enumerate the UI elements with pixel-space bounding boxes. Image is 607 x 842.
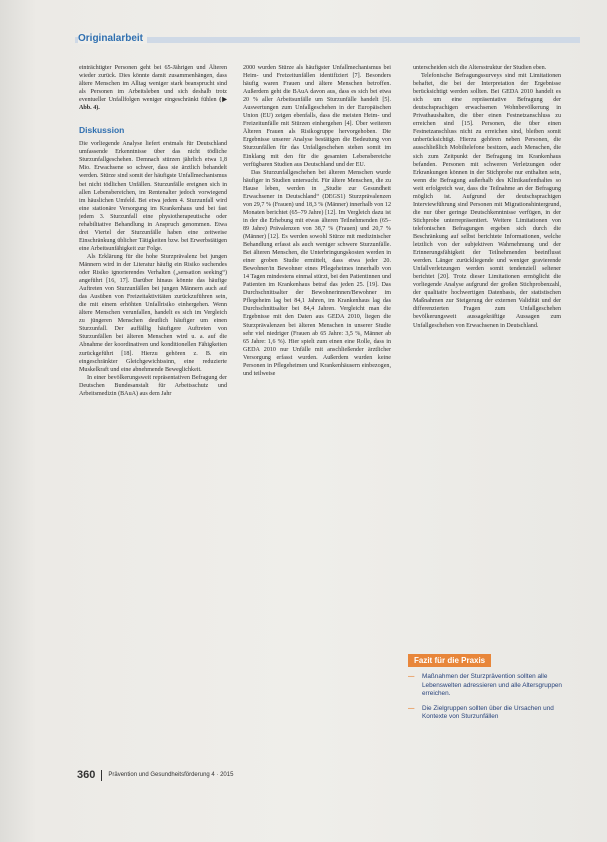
column-1 — [79, 64, 227, 736]
paragraph: Das Sturzunfallgeschehen bei älteren Menschen wurde häufiger in Studien untersucht. Für ältere Menschen, die zu Hause leben, werden in „Studie zur Gesundheit Erwachsener in Deutschland“ (DEGS1) Sturzprävalenzen von 29,7 % (Frauen) und 18,3 % (Männer) innerhalb von 12 Monaten berichtet (65–79 Jahre) [12]. Im Vergleich dazu ist in der die Erhebung mit etwas älteren Teilnehmenden (65–89 Jahre) Prävalenzen von 38,7 % (Frauen) und 20,7 % (Männer) [12]. Es werden sowohl Stürze mit medizinischer Behandlung erfasst als auch weniger schwere Sturzunfälle. Bei älteren Menschen, die Unterbringungskosten werden in einer groben Studie ermittelt, dass etwa jeder 20. Bewohner/in Bewohner eines Pflegeheimes innerhalb von 14 Tagen mindestens einmal stürzt, bei den Patientinnen und Patienten im Krankenhaus betraf das jeden 25. [19]. Das Durchschnittsalter der Bewohnerinnen/Bewohner im Pflegeheim lag bei 84,1 Jahren, im Krankenhaus lag das Durchschnittsalter bei 84,4 Jahren. Vergleicht man die Ergebnisse mit den Daten aus GEDA 2010, liegen die Sturzprävalenzen bei älteren Menschen in unserer Studie sehr viel niedriger (Frauen ab 65 Jahre: 3,5 %, Männer ab 65 Jahre: 1,6 %). Hier spielt zum einen eine Rolle, dass in GEDA 2010 nur Unfälle mit anschließender ärztlicher Versorgung erfasst wurden. Außerdem wurden keine Personen in Pflegeheimen und Krankenhäusern einbezogen, und teilweise — [243, 169, 391, 377]
section-heading-discussion: Diskussion — [79, 125, 125, 136]
page-footer — [77, 768, 497, 782]
paragraph-text: einträchtigter Personen geht bei 65-Jährigen und Älteren wieder zurück. Dies könnte damit zusammenhängen, dass ältere Menschen im Alltag weniger stark beansprucht sind als Personen im Arbeitsleben und sich deshalb trotz eventueller Unfallfolgen weniger eingeschränkt fühlen — [79, 65, 227, 104]
paragraph: 2000 wurden Stürze als häufigster Unfallmechanismus bei Heim- und Freizeitunfällen identifiziert [7]. Besonders häufig waren Frauen und ältere Menschen betroffen. Außerdem geht die BAuA davon aus, dass es sich bei etwa 20 % aller Arbeitsunfälle um Sturzunfälle handelt [5]. Auswertungen zum Unfallgeschehen in der Europäischen Union (EU) zeigen ebenfalls, dass die meisten Heim- und Freizeitunfälle mit Stürzen einhergehen [4]. Über weiteren Älteren Frauen als Risikogruppe hervorgehoben. Die Ergebnisse unserer Analyse bestätigen die Bedeutung von Sturzunfällen für das Unfallgeschehen stehen somit im Einklang mit den für die gesamten Lebensbereiche verfügbaren Studien aus Deutschland und der EU. — [243, 65, 391, 168]
paragraph: unterscheiden sich die Altersstruktur der Studien eben. — [413, 65, 547, 71]
practice-summary-list — [408, 673, 580, 722]
section-label: Originalarbeit — [78, 33, 147, 44]
practice-summary-title: Fazit für die Praxis — [408, 654, 491, 667]
paragraph — [79, 64, 227, 112]
column-3 — [413, 64, 561, 634]
paragraph: Als Erklärung für die hohe Sturzprävalenz bei jungen Männern wird in der Literatur häufig ein Risiko suchendes oder Risiko ignorierendes Verhalten („sensation seeking“) angeführt [16, 17]. Darüber hinaus könnte das häufige Auftreten von Sturzunfällen bei jungen Männern auch auf das Ausüben von Freizeitaktivitäten zurückzuführen sein, die mit einem erhöhten Unfallrisiko einhergehen. Wenn ältere Menschen verunfallen, handelt es sich im Vergleich zu jüngeren Menschen deutlich häufiger um einen Sturzunfall. Der auffällig häufigere Auftreten von Sturzunfällen bei älteren Menschen wird u. a. auf die Abnahme der koordinativen und konditionellen Fähigkeiten zurückgeführt [18]. Hierzu gehören z. B. ein eingeschränkter Gleichgewichtssinn, eine reduzierte Muskelkraft und eine abnehmende Beweglichkeit. — [79, 253, 227, 373]
practice-summary-box — [408, 650, 580, 810]
header-rule — [75, 37, 580, 43]
list-item — [408, 705, 580, 722]
list-item — [408, 673, 580, 699]
journal-citation: Prävention und Gesundheitsförderung 4 · 2015 — [108, 772, 234, 778]
paragraph: Telefonische Befragungssurveys sind mit Limitationen behaftet, die bei der Interpretation der Ergebnisse berücksichtigt werden sollten. Bei GEDA 2010 handelt es sich um eine repräsentative Befragung der deutschsprachigen erwachsenen Wohnbevölkerung in Privathaushalten, die über einen Festnetzanschluss zu erreichen sind [15]. Personen, die über einen Festnetzanschluss nicht zu erreichen sind, bleiben somit unberücksichtigt. Hierzu gehören neben Personen, die ausschließlich Mobiltelefone besitzen, auch Menschen, die sich zum Zeitpunkt der Befragung im Krankenhaus befanden. Personen mit schweren Verletzungen oder Erkrankungen können in der Stichprobe nur enthalten sein, wenn die Befragung außerhalb des Klinikaufenthaltes so weit erfolgreich war, dass die Teilnahme an der Befragung möglich ist. Aufgrund der deutschsprachigen Interviewführung sind Personen mit Migrationshintergrund, die nur über geringe Deutschkenntnisse verfügen, in der Stichprobe unterrepräsentiert. Weitere Limitationen von telefonischen Befragungen ergeben sich durch die Beschränkung auf selbst berichtete Informationen, welche letztlich von der subjektiven Wahrnehmung und der Erinnerungsfähigkeit der Teilnehmenden beeinflusst werden. Länger zurückliegende und weniger gravierende Unfallverletzungen werden somit tendenziell seltener berichtet [20]. Trotz dieser Limitationen ermöglicht die vorliegende Analyse aufgrund der großen Stichprobenzahl, der qualitativ hochwertigen Datenbasis, der statistischen Maßnahmen zur Steigerung der externen Validität und der differenzierten Fragen zum Unfallgeschehen bevölkerungsweit aussagekräftige Aussagen zum Unfallgeschehen von Erwachsenen in Deutschland. — [413, 73, 561, 329]
dash-bullet-icon: — — [408, 673, 415, 680]
footer-divider — [101, 770, 102, 781]
list-item-text: Die Zielgruppen sollten über die Ursachen und Kontexte von Sturzunfällen — [422, 704, 554, 721]
figure-reference[interactable]: (▶ Abb. 4). — [79, 97, 227, 112]
column-2 — [243, 64, 391, 736]
list-item-text: Maßnahmen der Sturzprävention sollten alle Lebenswelten adressieren und alle Altersgruppen erreichen. — [422, 673, 562, 698]
paragraph: In einer bevölkerungsweit repräsentativen Befragung der Deutschen Bundesanstalt für Arbeitsschutz und Arbeitsmedizin (BAuA) aus dem Jahr — [79, 374, 227, 397]
page-number: 360 — [77, 769, 96, 781]
paragraph: Die vorliegende Analyse liefert erstmals für Deutschland umfassende Erkenntnisse über das nicht tödliche Sturzunfallgeschehen. Demnach stürzen jährlich etwa 1,8 Mio. Erwachsene so schwer, dass sie ärztlich behandelt werden. Stürze sind somit der häufigste Unfallmechanismus bei nicht tödlichen Unfällen. Sturzunfälle ereignen sich in allen Lebensbereichen, im Rentenalter jedoch vorwiegend im häuslichen Umfeld. Bei etwa jedem 4. Sturzunfall wird eine stationäre Versorgung im Krankenhaus und bei fast jedem 3. Sturzunfall eine physiotherapeutische oder rehabilitative Behandlung in Anspruch genommen. Etwa drei Viertel der Sturzunfälle haben eine zeitweise Einschränkung üblicher Tätigkeiten bzw. bei Erwerbstätigen eine Arbeitsunfähigkeit zur Folge. — [79, 141, 227, 252]
dash-bullet-icon: — — [408, 704, 415, 712]
